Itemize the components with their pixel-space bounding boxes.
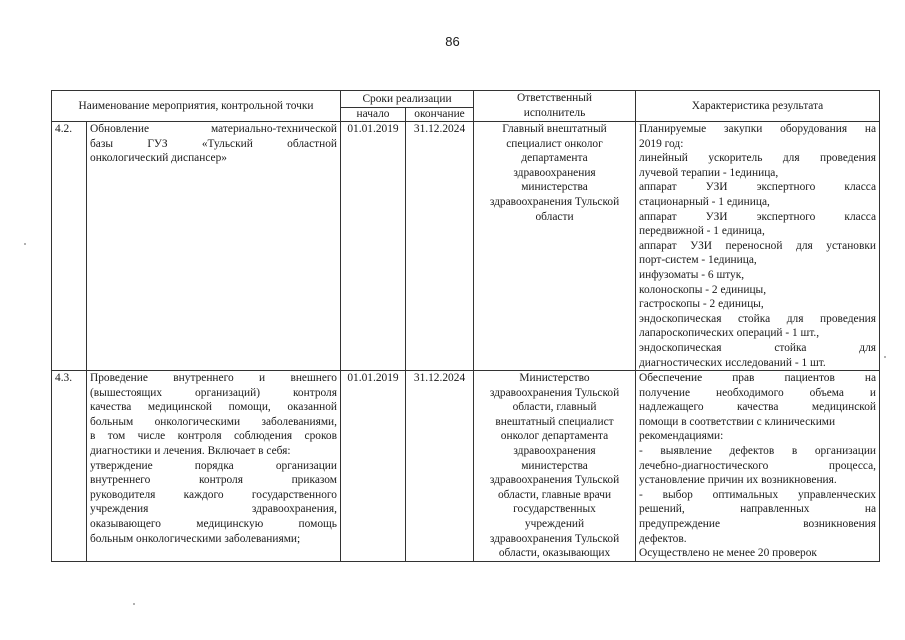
row-end: 31.12.2024 [406,122,474,371]
text-line: оказывающего медицинскую помощь [90,518,337,531]
row-start: 01.01.2019 [341,122,406,371]
text-line: утверждение порядка организации [90,459,337,472]
text-line: - выбор оптимальных управленческих [639,488,877,501]
row-start: 01.01.2019 [341,371,406,562]
header-start: начало [341,108,406,122]
text-line: аппарат УЗИ экспертного класса [639,181,877,194]
text-line: дефектов. [639,532,687,545]
text-line: внештатный специалист [495,415,614,428]
text-line: области, главные врачи [497,488,612,501]
text-line: - выявление дефектов в организации [639,445,877,458]
text-line: линейный ускоритель для проведения [639,152,877,165]
text-line: 2019 год: [639,137,684,150]
text-line: эндоскопическая стойка для [639,341,877,354]
plan-table [51,90,880,562]
text-line: онколог департамента [500,430,609,443]
text-line: здравоохранения Тульской [489,386,620,399]
text-line: Министерство [519,372,590,385]
header-executor-line: Ответственный [517,92,593,105]
table-row [52,122,880,371]
text-line: аппарат УЗИ переносной для установки [639,239,877,252]
text-line: лапароскопических операций - 1 шт., [639,327,820,340]
row-executor [474,371,636,562]
text-line: качества медицинской помощи, оказанной [90,401,337,414]
text-line: гастроскопы - 2 единицы, [639,298,764,311]
text-line: диагностических исследований - 1 шт. [639,356,826,369]
text-line: Обеспечение прав пациентов на [639,372,877,385]
text-line: больным онкологическими заболеваниями; [90,532,301,545]
header-executor-line: исполнитель [523,107,586,119]
text-line: в том числе контроля соблюдения сроков [90,430,337,443]
text-line: диагностики и лечения. Включает в себя: [90,445,291,458]
text-line: надлежащего качества медицинской [639,401,877,414]
row-number: 4.3. [52,371,87,562]
text-line: руководителя каждого государственного [90,488,337,501]
text-line: здравоохранения Тульской [489,532,620,545]
text-line: решений, направленных на [639,503,877,516]
text-line: инфузоматы - 6 штук, [639,268,745,281]
text-line: здравоохранения Тульской [489,474,620,487]
text-line: здравоохранения Тульской [489,195,620,208]
text-line: Главный внештатный [502,123,607,135]
text-line: (вышестоящих организаций) контроля [90,386,337,399]
text-line: министерства [521,459,588,472]
text-line: порт-систем - 1единица, [639,254,757,267]
text-line: здравоохранения [513,166,596,179]
text-line: области [535,210,574,223]
row-end: 31.12.2024 [406,371,474,562]
text-line: области, оказывающих [498,547,611,560]
scan-speck [884,356,886,358]
row-number: 4.2. [52,122,87,371]
text-line: внутреннего контроля приказом [90,474,337,487]
text-line: базы ГУЗ «Тульский областной [90,137,337,150]
header-name: Наименование мероприятия, контрольной точки [52,91,341,122]
text-line: Планируемые закупки оборудования на [639,123,877,135]
text-line: колоноскопы - 2 единицы, [639,283,767,296]
page-number: 86 [445,34,460,49]
row-result [636,371,880,562]
text-line: передвижной - 1 единица, [639,225,765,238]
text-line: специалист онколог [506,137,603,150]
text-line: аппарат УЗИ экспертного класса [639,210,877,223]
row-name [87,122,341,371]
text-line: лучевой терапии - 1единица, [639,166,779,179]
text-line: Проведение внутреннего и внешнего [90,372,337,385]
header-executor [474,91,636,122]
header-result: Характеристика результата [636,91,880,122]
text-line: области, главный [512,401,597,414]
row-name [87,371,341,562]
text-line: онкологический диспансер» [90,152,227,165]
text-line: здравоохранения [513,445,596,458]
row-executor [474,122,636,371]
text-line: эндоскопическая стойка для проведения [639,312,877,325]
text-line: помощи в соответствии с клиническими [639,415,836,428]
text-line: больным онкологическими заболеваниями, [90,415,337,428]
text-line: получение необходимого объема и [639,386,877,399]
scan-speck [24,243,26,245]
text-line: учреждений [524,518,585,531]
text-line: департамента [521,152,588,165]
header-terms: Сроки реализации [341,91,474,108]
header-end: окончание [406,108,474,122]
table-row [52,371,880,562]
text-line: предупреждение возникновения [639,518,877,531]
text-line: Осуществлено не менее 20 проверок [639,547,817,560]
text-line: учреждения здравоохранения, [90,503,337,516]
text-line: установление причин их возникновения. [639,474,837,487]
text-line: лечебно-диагностического процесса, [639,459,877,472]
text-line: стационарный - 1 единица, [639,195,770,208]
row-result [636,122,880,371]
text-line: Обновление материально-технической [90,123,337,135]
scan-speck [133,603,135,605]
text-line: государственных [513,503,596,516]
text-line: министерства [521,181,588,194]
text-line: рекомендациями: [639,430,724,443]
